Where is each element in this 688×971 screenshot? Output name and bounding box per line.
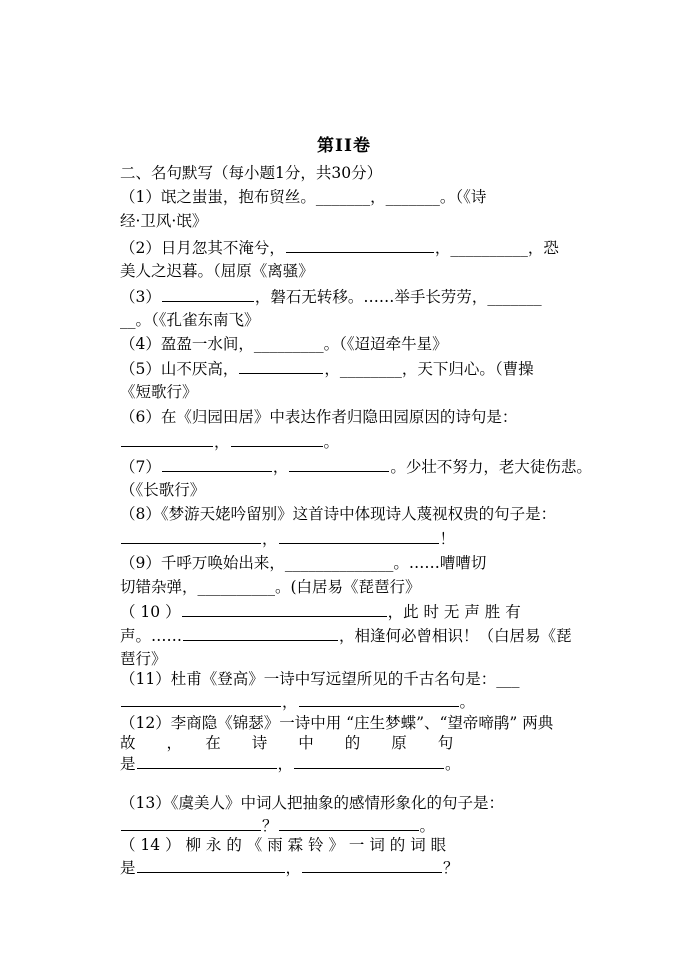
q11-blank-1: [121, 690, 281, 707]
q12-line1: （12）李商隐《锦瑟》一诗中用 “庄生梦蝶”、“望帝啼鹃” 两典: [120, 714, 554, 732]
q6-line2: [120, 430, 339, 453]
q7-blank-1: [162, 455, 272, 472]
q5-line2: 《短歌行》: [120, 383, 198, 401]
q2-line2: 美人之迟暮。（屈原《离骚》: [120, 262, 314, 280]
q11-line1: （11）杜甫《登高》一诗中写远望所见的千古名句是：___: [120, 670, 520, 688]
q10-prefix2: 声。……: [120, 627, 183, 645]
q2-mid: ，__________，恐: [434, 239, 559, 257]
q1-line1: （1）氓之蚩蚩，抱布贸丝。_______，_______。（《诗: [120, 188, 487, 206]
q6-sep: ，: [214, 433, 230, 451]
q14-sep: ，: [285, 859, 302, 877]
q2-line1: [120, 236, 559, 259]
q5-sep: ，: [324, 360, 340, 378]
q11-blank-2: [299, 690, 459, 707]
q10-line3: 琶行》: [120, 650, 167, 668]
q14-line1: （ 14 ） 柳 永 的 《 雨 霖 铃 》 一 词 的 词 眼: [120, 836, 447, 854]
q10-blank-1: [182, 600, 387, 617]
q9-line1: （9）千呼万唤始出来，______________。……嘈嘈切: [120, 554, 487, 572]
q9-line2: 切错杂弹，__________。(白居易《琵琶行》: [120, 578, 421, 596]
q13-sep: ？: [262, 817, 278, 835]
q5-blank: [239, 357, 323, 374]
q14-end: ？: [443, 859, 459, 877]
q10-line2: [120, 624, 572, 647]
q7-line2: （《长歌行》: [120, 481, 206, 499]
q3-line1: [120, 285, 542, 308]
q7-line1: [120, 455, 592, 478]
q8-blank-1: [121, 527, 261, 544]
q7-blank-2: [289, 455, 389, 472]
q14-blank-1: [137, 856, 285, 873]
q11-end: 。: [459, 693, 476, 711]
q3-text: ，磐石无转移。……举手长劳劳，_______: [254, 288, 542, 306]
q13-end: 。: [419, 817, 436, 835]
q10-prefix: （ 10 ）: [120, 603, 181, 621]
q3-blank: [162, 285, 254, 302]
q13-blank-1: [121, 814, 261, 831]
q13-blank-2: [279, 814, 419, 831]
q3-line2: __。（《孔雀东南飞》: [120, 311, 260, 329]
q7-prefix: （7）: [120, 458, 161, 476]
q11-sep: ，: [282, 693, 298, 711]
q10-line1: [120, 600, 521, 623]
q2-text: （2）日月忽其不淹兮，: [120, 239, 285, 257]
q12-line3: [120, 752, 461, 775]
q12-end: 。: [445, 755, 461, 773]
q12-blank-1: [137, 752, 277, 769]
q10-text: ，此 时 无 声 胜 有: [387, 603, 521, 621]
q8-sep: ，: [262, 530, 278, 548]
q4-line: （4）盈盈一水间，_________。（《迢迢牵牛星》: [120, 335, 448, 353]
q6-blank-2: [231, 430, 323, 447]
q10-blank-2: [183, 624, 338, 641]
q3-prefix: （3）: [120, 288, 161, 306]
q11-line2: [120, 690, 475, 713]
section-heading: 二、名句默写（每小题1分，共30分）: [120, 164, 383, 182]
q14-blank-2: [302, 856, 442, 873]
q1-line2: 经·卫风·氓》: [120, 212, 208, 230]
q2-blank: [286, 236, 434, 253]
q12-sep: ，: [277, 755, 294, 773]
q5-text: （5）山不厌高，: [120, 360, 239, 378]
q5-rest: ________，天下归心。（曹操: [339, 360, 534, 378]
q6-end: 。: [323, 433, 340, 451]
q8-line2: [120, 527, 455, 550]
q8-blank-2: [279, 527, 439, 544]
q6-blank-1: [121, 430, 213, 447]
q12-line2: 故 ， 在 诗 中 的 原 句: [120, 734, 454, 752]
q6-line1: （6）在《归园田居》中表达作者归隐田园原因的诗句是：: [120, 408, 518, 426]
q12-prefix: 是: [120, 755, 136, 773]
q8-end: ！: [439, 530, 456, 548]
q13-line1: （13）《虞美人》中词人把抽象的感情形象化的句子是：: [120, 794, 504, 812]
q7-sep: ，: [272, 458, 289, 476]
q10-text2: ，相逢何必曾相识！（白居易《琵: [339, 627, 572, 645]
page-title: 第II卷: [317, 136, 371, 156]
q5-line1: [120, 357, 534, 380]
q7-rest: 。少壮不努力，老大徒伤悲。: [390, 458, 592, 476]
q12-blank-2: [294, 752, 444, 769]
q14-line2: [120, 856, 459, 879]
q8-line1: （8）《梦游天姥吟留别》这首诗中体现诗人蔑视权贵的句子是：: [120, 505, 557, 523]
q14-prefix: 是: [120, 859, 136, 877]
